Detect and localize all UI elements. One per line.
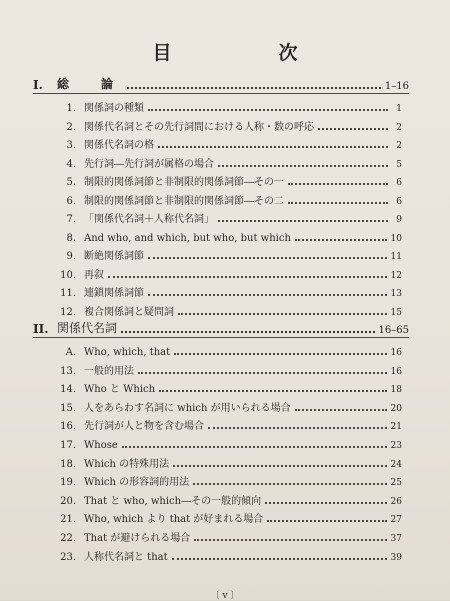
entry-page: 5 [396, 159, 402, 170]
entry-page: 37 [390, 534, 402, 544]
leader-dots [122, 446, 387, 448]
toc-entry [50, 435, 402, 451]
toc-entry [50, 528, 402, 544]
section-label: 総 論 [57, 77, 124, 91]
entry-title: 関係詞の種類 [84, 103, 144, 114]
toc-entry [50, 135, 402, 151]
entry-page: 15 [390, 307, 402, 318]
entry-page: 13 [390, 289, 402, 299]
entry-title: 人称代名詞と that [84, 551, 168, 563]
entry-number: 12. [60, 306, 76, 318]
leader-dots [127, 87, 381, 89]
leader-dots [218, 220, 388, 222]
entry-title: And who, and which, but who, but which [84, 232, 291, 244]
entry-title: Which の特殊用法 [84, 458, 170, 470]
leader-dots [148, 257, 387, 259]
entry-number: 14. [60, 384, 76, 396]
section-pages: 1–16 [384, 81, 409, 92]
toc-entry [50, 509, 402, 525]
entry-title: That と who, which―その一般的傾向 [84, 495, 262, 507]
entry-number: 22. [60, 533, 76, 544]
toc-entry [50, 547, 402, 563]
toc-entry [50, 228, 402, 244]
entry-title: 先行詞が人と物を含む場合 [84, 421, 204, 433]
entry-number: 4. [66, 158, 76, 170]
entry-page: 16 [390, 366, 402, 377]
toc-entry [50, 265, 402, 281]
toc-entry [50, 472, 402, 488]
toc-entry [50, 454, 402, 470]
entry-page: 2 [396, 122, 402, 133]
entry-number: 9. [66, 251, 76, 262]
entry-title: 制限的関係詞節と非制限的関係詞節―その二 [84, 195, 284, 207]
entry-title: 連鎖関係詞節 [84, 288, 144, 299]
entry-number: 2. [66, 121, 76, 133]
leader-dots [265, 502, 386, 504]
leader-dots [148, 294, 387, 296]
entry-title: 複合関係詞と疑問詞 [84, 306, 174, 318]
page-title: 目 次 [152, 42, 342, 64]
page-number-footer: 〔 v 〕 [210, 591, 240, 601]
toc-entry [50, 302, 402, 318]
leader-dots [288, 202, 388, 204]
leader-dots [218, 165, 388, 167]
leader-dots [193, 483, 386, 485]
entry-number: 15. [60, 402, 76, 414]
entry-number: 13. [60, 365, 76, 377]
entry-title: 再叙 [84, 269, 104, 281]
entry-page: 39 [390, 552, 402, 563]
entry-page: 6 [396, 178, 402, 188]
leader-dots [108, 276, 387, 278]
entry-page: 9 [396, 215, 402, 225]
toc-entry [50, 491, 402, 507]
entry-page: 23 [390, 441, 402, 451]
toc-entry [50, 283, 402, 299]
section-number: II. [33, 322, 49, 336]
toc-entry [50, 117, 402, 133]
entry-page: 26 [390, 496, 402, 507]
entry-page: 24 [390, 459, 402, 470]
entry-number: 10. [60, 269, 76, 281]
entry-number: A. [65, 347, 76, 358]
entry-title: 一般的用法 [84, 365, 134, 377]
entry-title: 断絶関係詞節 [84, 251, 144, 262]
leader-dots [148, 109, 388, 111]
entry-page: 20 [390, 403, 402, 414]
entry-page: 1 [396, 104, 402, 114]
section-rule [33, 93, 409, 94]
leader-dots [158, 146, 388, 148]
toc-entry [50, 379, 402, 395]
entry-number: 8. [66, 232, 76, 244]
entry-page: 2 [396, 141, 402, 151]
leader-dots [174, 353, 386, 355]
leader-dots [159, 390, 386, 392]
entry-page: 27 [390, 515, 402, 526]
leader-dots [138, 372, 387, 374]
entry-title: Who, which, that [84, 347, 171, 358]
entry-number: 19. [60, 477, 76, 489]
entry-title: 先行詞―先行詞が属格の場合 [84, 158, 214, 170]
toc-entry [50, 154, 402, 170]
leader-dots [295, 239, 387, 241]
leader-dots [194, 539, 386, 541]
entry-number: 3. [66, 140, 76, 151]
entry-title: 関係代名詞とその先行詞間における人称・数の呼応 [84, 121, 314, 133]
toc-entry [50, 361, 402, 377]
leader-dots [295, 409, 387, 411]
entry-page: 25 [390, 478, 402, 489]
toc-entry [50, 246, 402, 262]
toc-entry [50, 342, 402, 358]
entry-title: Whose [84, 440, 118, 451]
leader-dots [173, 465, 386, 467]
entry-number: 6. [66, 195, 76, 207]
leader-dots [172, 558, 387, 560]
entry-title: 人をあらわす名詞に which が用いられる場合 [84, 402, 291, 414]
leader-dots [178, 313, 387, 315]
entry-title: Who と Which [84, 384, 156, 396]
section-heading-1 [33, 74, 409, 92]
entry-page: 16 [390, 348, 402, 358]
leader-dots [318, 128, 388, 130]
entry-title: Which の形容詞的用法 [84, 477, 190, 489]
entry-number: 16. [60, 421, 76, 433]
section-label: 関係代名詞 [57, 321, 118, 335]
entry-number: 11. [60, 288, 76, 299]
section-heading-2 [33, 318, 409, 336]
leader-dots [121, 331, 375, 333]
toc-entry [50, 191, 402, 207]
toc-entry [50, 172, 402, 188]
entry-title: 「関係代名詞＋人称代名詞」 [84, 214, 214, 225]
leader-dots [267, 520, 386, 522]
section-rule [33, 337, 409, 338]
entry-page: 12 [390, 270, 402, 281]
entry-page: 6 [396, 196, 402, 207]
entry-number: 20. [60, 495, 76, 507]
entry-title: That が避けられる場合 [84, 533, 191, 544]
toc-entry [50, 98, 402, 114]
entry-title: 制限的関係詞節と非制限的関係詞節―その一 [84, 177, 284, 188]
entry-page: 18 [390, 385, 402, 396]
entry-number: 17. [60, 440, 76, 451]
entry-title: 関係代名詞の格 [84, 140, 154, 151]
leader-dots [288, 183, 388, 185]
entry-number: 18. [60, 458, 76, 470]
entry-number: 5. [66, 177, 76, 188]
toc-entry [50, 398, 402, 414]
entry-number: 21. [60, 514, 76, 526]
leader-dots [208, 427, 387, 429]
entry-number: 23. [60, 551, 76, 563]
toc-entry [50, 209, 402, 225]
entry-page: 21 [390, 422, 402, 433]
toc-entry [50, 416, 402, 432]
section-pages: 16–65 [378, 325, 409, 336]
entry-number: 7. [66, 214, 76, 225]
entry-title: Who, which より that が好まれる場合 [84, 514, 264, 526]
entry-number: 1. [66, 103, 76, 114]
entry-page: 10 [390, 233, 402, 244]
entry-page: 11 [390, 252, 402, 262]
section-number: I. [33, 78, 43, 92]
